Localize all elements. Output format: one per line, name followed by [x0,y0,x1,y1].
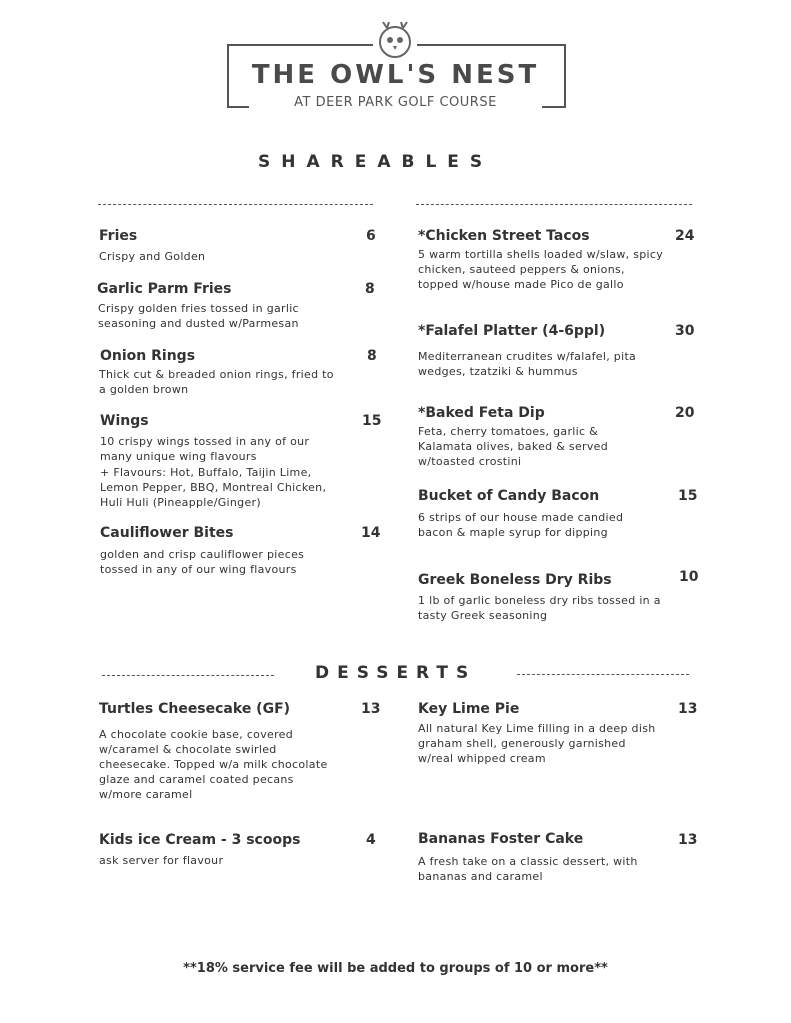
shareables-title: SHAREABLES [258,152,494,172]
logo-title: THE OWL'S NEST [251,60,540,90]
item-name: Turtles Cheesecake (GF) [99,701,291,717]
item-price: 13 [678,832,698,848]
item-description: Crispy and Golden [99,250,206,263]
item-description: 6 strips of our house made candied bacon & maple syrup for dipping [418,511,624,539]
item-name: Fries [99,228,138,244]
service-fee-note: **18% service fee will be added to groups of 10 or more** [183,961,608,976]
item-name: Key Lime Pie [418,701,520,717]
item-name: *Baked Feta Dip [418,405,545,421]
item-name: Bananas Foster Cake [418,831,584,847]
item-price: 15 [678,488,698,504]
item-name: Onion Rings [100,348,196,364]
item-description: 5 warm tortilla shells loaded w/slaw, spicy chicken, sauteed peppers & onions, topped w/house made Pico de gallo [418,248,664,291]
item-price: 13 [361,701,381,717]
item-description: golden and crisp cauliflower pieces tossed in any of our wing flavours [100,548,305,576]
item-name: Greek Boneless Dry Ribs [418,572,612,588]
divider [416,204,692,205]
item-name: Kids ice Cream - 3 scoops [99,832,301,848]
item-name: Bucket of Candy Bacon [418,488,600,504]
item-description: Crispy golden fries tossed in garlic seasoning and dusted w/Parmesan [98,302,299,330]
item-name: Cauliflower Bites [100,525,234,541]
desserts-title: DESSERTS [315,663,477,683]
item-description: 1 lb of garlic boneless dry ribs tossed in a tasty Greek seasoning [418,594,661,622]
item-price: 8 [367,348,377,364]
item-price: 13 [678,701,698,717]
item-price: 24 [675,228,695,244]
item-name: Wings [100,413,149,429]
item-price: 6 [366,228,376,244]
logo [227,20,564,108]
item-name: *Chicken Street Tacos [418,228,590,244]
item-price: 10 [679,569,699,585]
item-extra: + Flavours: Hot, Buffalo, Taijin Lime, Lemon Pepper, BBQ, Montreal Chicken, Huli Huli (Pineapple/Ginger) [100,466,327,509]
logo-subtitle: AT DEER PARK GOLF COURSE [249,95,542,110]
item-price: 4 [366,832,376,848]
item-description: Mediterranean crudites w/falafel, pita wedges, tzatziki & hummus [418,350,637,378]
item-price: 30 [675,323,695,339]
owl-deer-icon [373,20,417,60]
item-description: All natural Key Lime filling in a deep dish graham shell, generously garnished w/real whipped cream [418,722,656,765]
item-description: ask server for flavour [99,854,224,867]
item-price: 14 [361,525,381,541]
item-price: 15 [362,413,382,429]
item-name: Garlic Parm Fries [97,281,232,297]
item-description: Feta, cherry tomatoes, garlic & Kalamata olives, baked & served w/toasted crostini [418,425,609,468]
item-description: A chocolate cookie base, covered w/caramel & chocolate swirled cheesecake. Topped w/a milk chocolate glaze and caramel coated pecans w/more caramel [99,728,328,801]
item-description: A fresh take on a classic dessert, with bananas and caramel [418,855,638,883]
item-price: 20 [675,405,695,421]
divider [517,674,689,675]
divider [98,204,373,205]
item-description: 10 crispy wings tossed in any of our many unique wing flavours [100,435,310,463]
item-description: Thick cut & breaded onion rings, fried to a golden brown [99,368,334,396]
divider [102,675,274,676]
item-price: 8 [365,281,375,297]
item-name: *Falafel Platter (4-6ppl) [418,323,606,339]
